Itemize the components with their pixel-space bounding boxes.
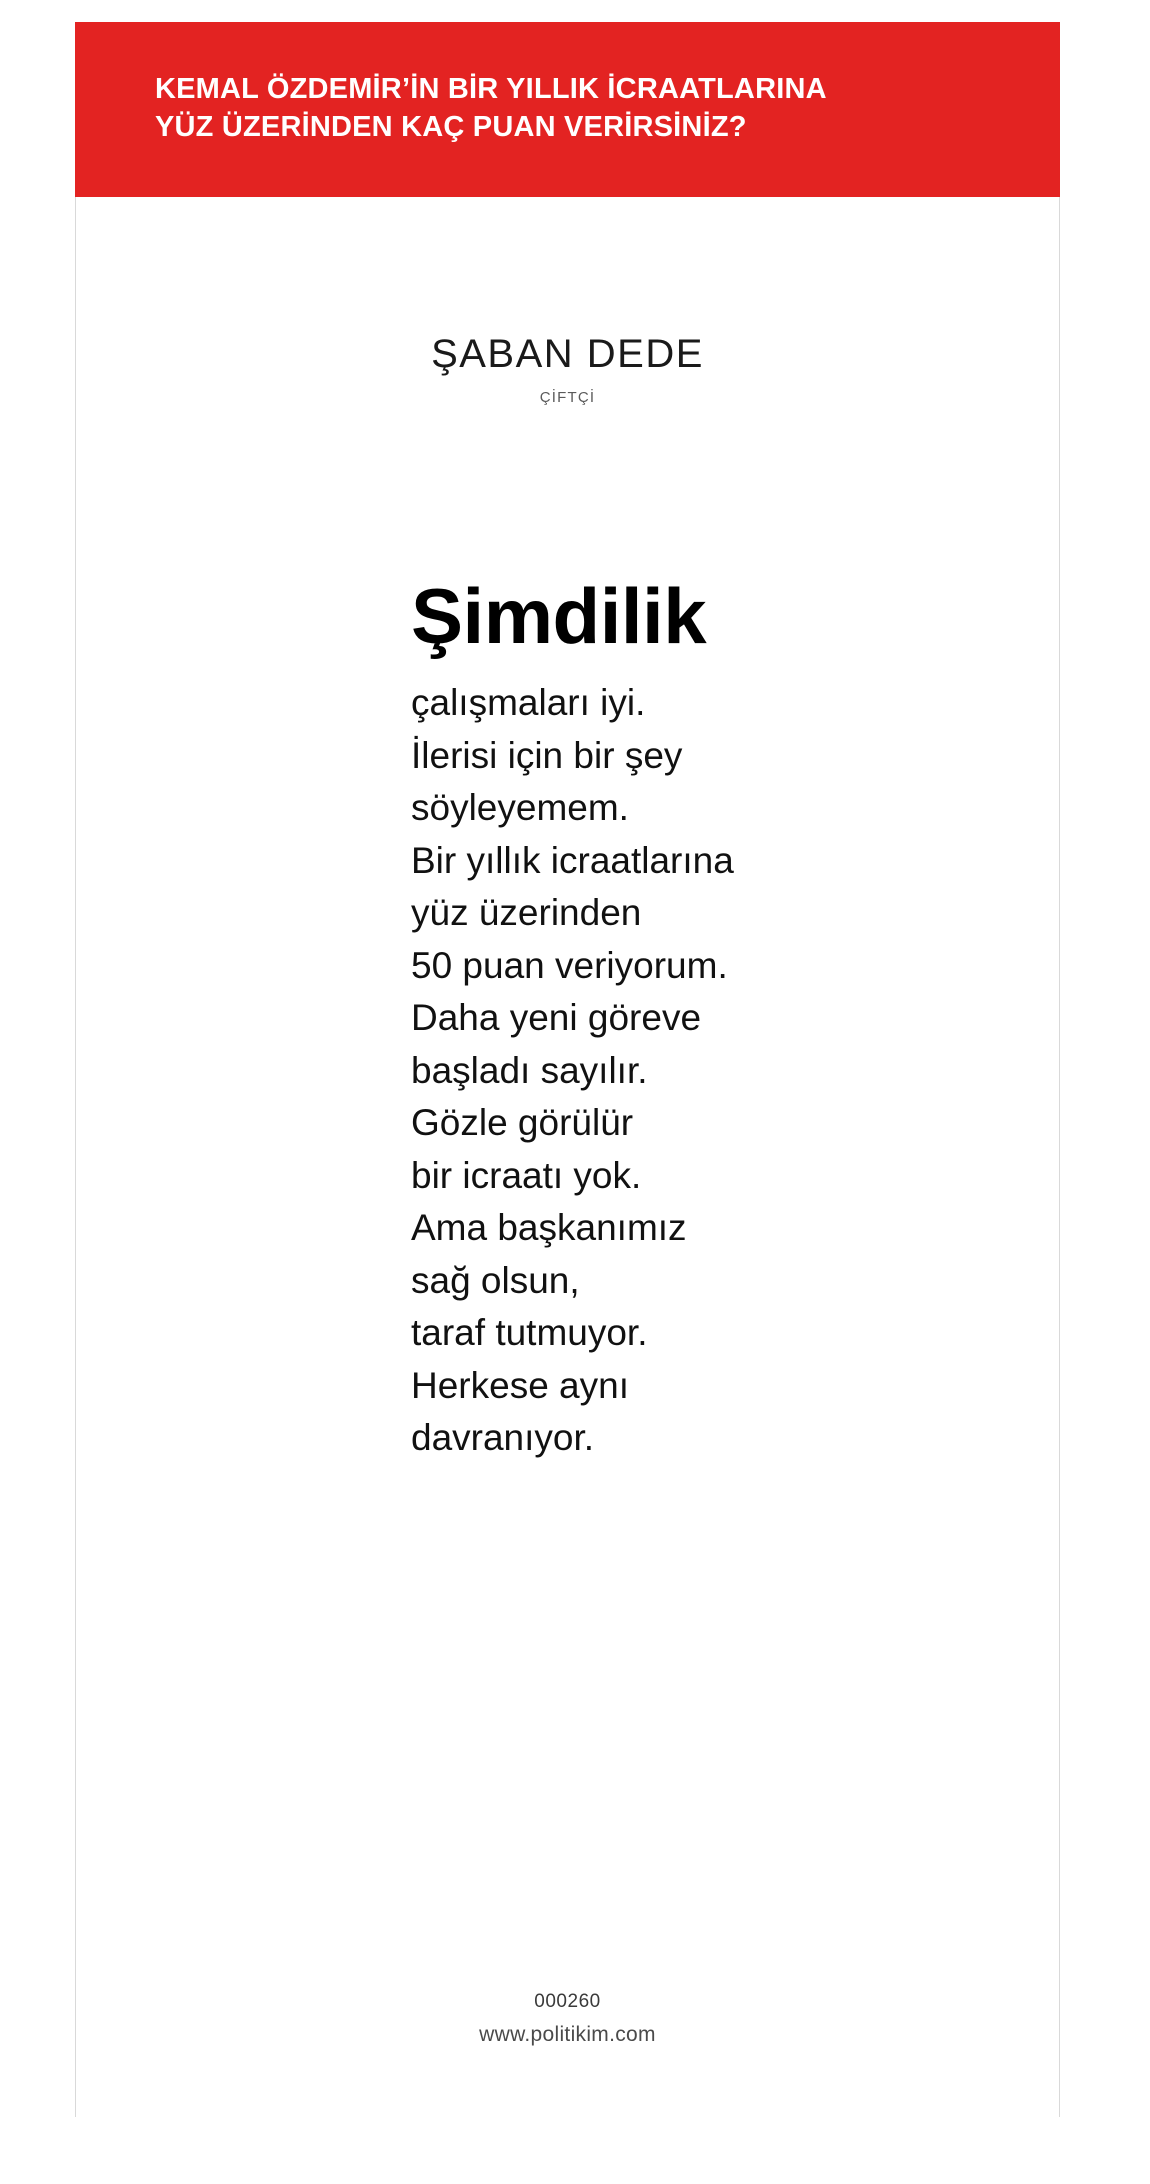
quote-line: bir icraatı yok. [411,1154,642,1196]
quote-block [411,572,971,1465]
quote-line: söyleyemem. [411,787,629,829]
footer-website: www.politikim.com [479,2023,656,2046]
person-block [76,332,1059,406]
quote-line: başladı sayılır. [411,1049,648,1091]
quote-line: Ama başkanımız [411,1207,687,1249]
header-headline-line1: KEMAL ÖZDEMİR’İN BİR YILLIK İCRAATLARINA [155,73,827,105]
header-headline [155,70,1005,147]
quote-line: davranıyor. [411,1417,595,1459]
header-banner [75,22,1060,197]
quote-line: çalışmaları iyi. [411,682,646,723]
footer-code: 000260 [534,1991,601,2012]
quote-line: Daha yeni göreve [411,997,702,1039]
quote-line: Herkese aynı [411,1364,629,1406]
quote-line: Gözle görülür [411,1102,634,1144]
person-role: ÇİFTÇİ [539,389,596,406]
header-headline-line2: YÜZ ÜZERİNDEN KAÇ PUAN VERİRSİNİZ? [155,111,747,144]
quote-line: 50 puan veriyorum. [411,944,728,986]
footer [76,1991,1059,2047]
quote-line: taraf tutmuyor. [411,1312,648,1354]
quote-line: İlerisi için bir şey [411,734,683,776]
quote-lead: Şimdilik [411,572,707,660]
content-card [75,197,1060,2117]
person-name: ŞABAN DEDE [431,332,704,376]
quote-body [411,677,971,1465]
quote-line: sağ olsun, [411,1259,580,1301]
quote-line: Bir yıllık icraatlarına [411,839,734,881]
quote-line: yüz üzerinden [411,892,642,934]
